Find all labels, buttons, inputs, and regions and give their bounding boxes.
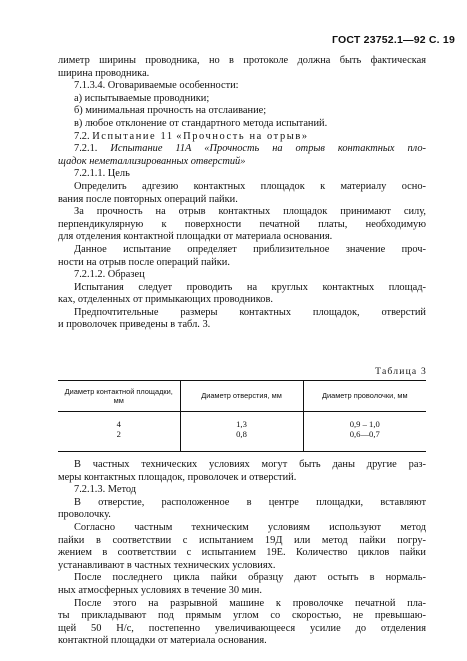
text-line: За прочность на отрыв контактных площадок принимают силу, [74,206,426,218]
column-header-pad-diameter: Диаметр контактной площадки, мм [58,381,180,412]
text-line: ных атмосферных условиях в течение 30 мин. [58,584,262,596]
text-line: а) испытываемые проводники; [74,92,210,104]
column-header-wire-diameter: Диаметр проволочки, мм [303,381,426,412]
text-line: и проволочек приведены в табл. 3. [58,319,211,331]
section-title: Испытание 11А «Прочность на отрыв контактных пло- [110,143,426,155]
text-line: В отверстие, расположенное в центре площадки, вставляют [74,496,426,508]
text-line: Испытания следует проводить на круглых контактных площад- [74,281,426,293]
text-line: вания после повторных операций пайки. [58,193,238,205]
text-line: Предпочтительные размеры контактных площадок, отверстий [74,306,426,318]
table-3 [58,380,426,452]
text-line: в) любое отклонение от стандартного метода испытаний. [74,117,328,129]
text-line: 7.1.3.4. Оговариваемые особенности: [74,80,239,92]
text-line: ты прикладывают под прямым углом со скоростью, не превышаю- [58,610,426,622]
text-line: Согласно частным техническим условиям используют метод [74,521,426,533]
table-cell-pad: 4 2 [58,412,180,452]
section-7-2-1-heading [58,143,426,156]
table-header-row [58,381,426,412]
text-line: ности на отрыв после операций пайки. [58,256,230,268]
section-7-2-heading [58,131,426,144]
text-line: перпендикулярную к поверхности печатной платы, необходимую [58,218,426,230]
paragraphs-7-1 [58,55,426,131]
section-number: 7.2. [74,130,90,142]
text-line: устанавливают в частных технических условиях. [58,559,276,571]
paragraphs-7-2-1 [58,168,426,332]
text-line: ширина проводника. [58,67,150,79]
upper-text-block [58,55,426,332]
text-line: Данное испытание определяет приблизительное значение проч- [74,243,426,255]
text-line: 7.2.1.2. Образец [74,269,145,281]
text-line: 7.2.1.3. Метод [74,484,137,496]
table-row [58,412,426,452]
text-line: лиметр ширины проводника, но в протоколе должна быть фактическая [58,55,426,66]
text-line: проволочку. [58,509,111,521]
column-header-hole-diameter: Диаметр отверстия, мм [180,381,303,412]
lower-text-block [58,459,426,648]
text-line: ках, отделенных от примыкающих проводников. [58,294,273,306]
text-line: для отделения контактной площадки от материала основания. [58,231,333,243]
text-line: меры контактных площадок, проволочек и отверстий. [58,471,297,483]
text-line: пайки в соответствии с испытанием 19Д или метод пайки погру- [58,534,426,546]
text-line: В частных технических условиях могут быть даны другие раз- [74,459,426,470]
section-title: Испытание 11 [92,130,174,142]
text-line: После этого на разрывной машине к проволочке печатной пла- [74,597,426,609]
text-line: жением в соответствии с испытанием 19Е. Количество циклов пайки [58,547,426,559]
section-7-2-1-heading-cont: щадок неметаллизированных отверстий» [58,155,246,167]
text-line: контактной площадки от материала основания. [58,635,267,647]
section-subtitle: «Прочность на отрыв» [176,130,309,142]
table-caption: Таблица 3 [375,366,427,377]
section-number: 7.2.1. [74,143,98,155]
table-cell-hole: 1,3 0,8 [180,412,303,452]
text-line: После последнего цикла пайки образцу дают остыть в нормаль- [74,572,426,584]
text-line: 7.2.1.1. Цель [74,168,130,180]
text-line: б) минимальная прочность на отслаивание; [74,105,267,117]
text-line: щей 50 Н/с, постепенно увеличивающееся усилие до отделения [58,622,426,634]
text-line: Определить адгезию контактных площадок к материалу осно- [74,180,426,192]
table-cell-wire: 0,9 – 1,0 0,6—0,7 [303,412,426,452]
page-header: ГОСТ 23752.1—92 С. 19 [332,34,455,46]
